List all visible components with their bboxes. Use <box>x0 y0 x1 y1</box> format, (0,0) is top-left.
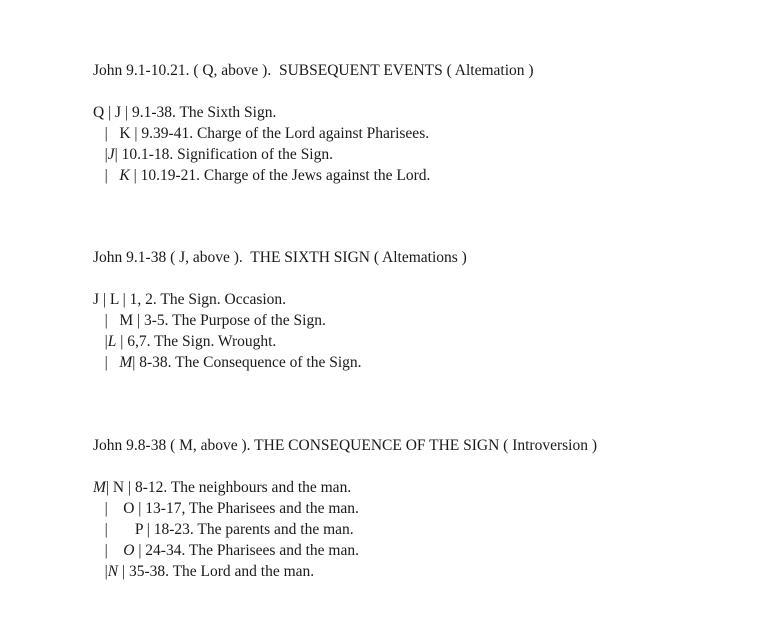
structure-section-subsequent-events <box>93 61 534 186</box>
section-heading: John 9.1-38 ( J, above ). THE SIXTH SIGN ( Altemations ) <box>93 249 467 266</box>
structure-line: |L | 6,7. The Sign. Wrought. <box>93 333 277 350</box>
structure-line: | M| 8-38. The Consequence of the Sign. <box>93 354 362 371</box>
structure-line: | P | 18-23. The parents and the man. <box>93 521 354 538</box>
structure-line: |J| 10.1-18. Signification of the Sign. <box>93 146 333 163</box>
structure-line: | K | 9.39-41. Charge of the Lord against Pharisees. <box>93 125 430 142</box>
structure-line: J | L | 1, 2. The Sign. Occasion. <box>93 291 287 308</box>
structure-line: Q | J | 9.1-38. The Sixth Sign. <box>93 104 277 121</box>
section-heading: John 9.1-10.21. ( Q, above ). SUBSEQUENT EVENTS ( Altemation ) <box>93 62 534 79</box>
structure-line: | O | 13-17, The Pharisees and the man. <box>93 500 359 517</box>
structure-section-sixth-sign <box>93 248 467 373</box>
section-heading: John 9.8-38 ( M, above ). THE CONSEQUENCE OF THE SIGN ( Introversion ) <box>93 437 597 454</box>
structure-line: | O | 24-34. The Pharisees and the man. <box>93 542 359 559</box>
structure-line: M| N | 8-12. The neighbours and the man. <box>93 479 352 496</box>
structure-section-consequence <box>93 436 597 582</box>
structure-line: | M | 3-5. The Purpose of the Sign. <box>93 312 326 329</box>
structure-line: | K | 10.19-21. Charge of the Jews against the Lord. <box>93 167 431 184</box>
structure-line: |N | 35-38. The Lord and the man. <box>93 563 315 580</box>
